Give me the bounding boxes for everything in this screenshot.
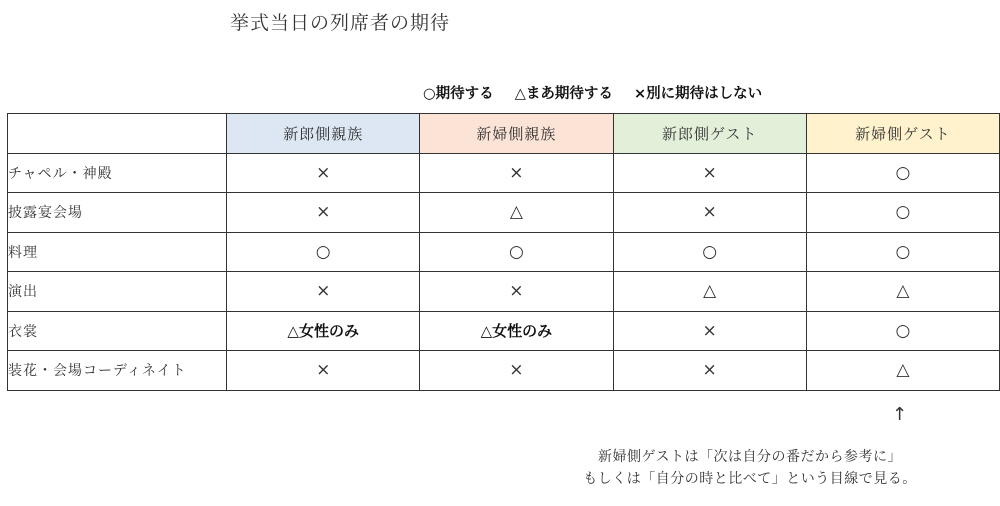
header-groom-guests: 新郎側ゲスト [613,114,806,154]
table-row [8,351,1000,391]
table-cell: × [420,153,613,193]
table-cell: × [613,153,806,193]
table-cell: △ [613,272,806,312]
up-arrow-icon: ↑ [892,404,908,425]
table-cell: × [227,272,420,312]
table-row [8,232,1000,272]
header-bride-family: 新婦側親族 [420,114,613,154]
footnote-line-2: もしくは「自分の時と比べて」という目線で見る。 [583,471,917,487]
row-label: チャペル・神殿 [8,153,227,193]
table-row [8,193,1000,233]
table-header-row [8,114,1000,154]
table-cell: ○ [227,232,420,272]
table-cell: ○ [420,232,613,272]
table-cell: × [613,311,806,351]
table-cell: × [613,351,806,391]
header-groom-family: 新郎側親族 [227,114,420,154]
table-cell: ○ [613,232,806,272]
table-cell: × [227,193,420,233]
table-cell: ○ [806,311,999,351]
table-cell: × [420,351,613,391]
header-bride-guests: 新婦側ゲスト [806,114,999,154]
table-cell: ○ [806,232,999,272]
footnote-line-1: 新婦側ゲストは「次は自分の番だから参考に」 [598,449,902,465]
legend-item-expect: ○期待する [423,86,494,102]
table-cell: △ [806,351,999,391]
row-label: 披露宴会場 [8,193,227,233]
legend-item-somewhat: △まあ期待する [514,86,613,102]
row-label: 演出 [8,272,227,312]
table-row [8,153,1000,193]
page-title: 挙式当日の列席者の期待 [230,12,451,34]
table-row [8,311,1000,351]
table-cell: ○ [806,193,999,233]
row-label: 料理 [8,232,227,272]
table-cell: × [227,351,420,391]
table-cell: △ [420,193,613,233]
table-cell: × [227,153,420,193]
footnote [540,446,960,490]
table-cell: ○ [806,153,999,193]
table-row [8,272,1000,312]
table-cell: △ [806,272,999,312]
table-cell: △女性のみ [420,311,613,351]
table-cell: × [613,193,806,233]
row-label: 装花・会場コーディネイト [8,351,227,391]
legend [423,82,778,103]
legend-item-not-expect: ×別に期待はしない [633,86,763,102]
header-empty [8,114,227,154]
row-label: 衣裳 [8,311,227,351]
table-cell: △女性のみ [227,311,420,351]
table-cell: × [420,272,613,312]
expectation-table [7,113,1000,391]
